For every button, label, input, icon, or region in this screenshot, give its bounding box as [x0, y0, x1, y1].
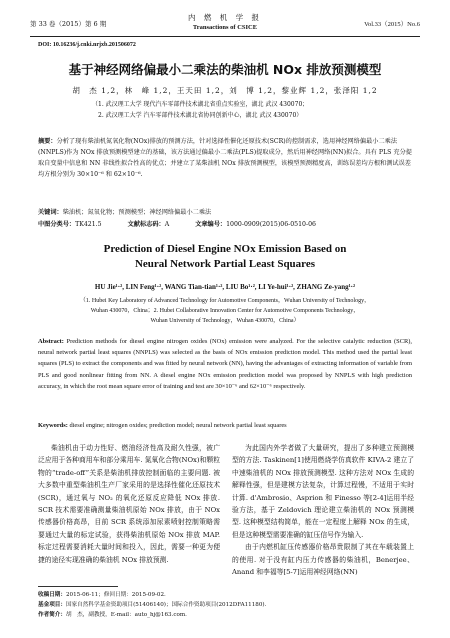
- volume-issue-cn: 第 33 卷（2015）第 6 期: [30, 20, 107, 28]
- abstract-cn-label: 摘要：: [38, 138, 57, 145]
- journal-name-cn: 内 燃 机 学 报: [187, 13, 263, 22]
- footnotes: [38, 590, 412, 620]
- keywords-en: [38, 422, 412, 429]
- journal-name-en: Transactions of CSICE: [192, 24, 258, 31]
- classification-row: [38, 219, 412, 228]
- article-id: 文章编号：1000-0909(2015)06-0510-06: [195, 221, 316, 228]
- affiliation-line: （1. 武汉理工大学 现代汽车零部件技术湖北省重点实验室，湖北 武汉 430070；: [92, 101, 309, 108]
- title-en-line: Prediction of Diesel Engine NOx Emission Based on: [103, 243, 347, 255]
- body-column-left: [38, 442, 220, 566]
- affiliations-cn: [92, 99, 308, 121]
- affiliations-en: [40, 296, 410, 326]
- footnote-author: 作者简介：胡 杰，副教授，E-mail：auto_hj@163.com.: [38, 612, 187, 618]
- footnote-divider: [38, 586, 118, 587]
- authors-en: HU Jie¹·², LIN Feng¹·², WANG Tian-tian¹·², LIU Bo¹·², LI Ye-hui¹·², ZHANG Ze-yang¹·²: [94, 283, 356, 291]
- keywords-cn: [38, 207, 412, 216]
- keywords-en-label: Keywords:: [38, 422, 68, 429]
- title-en: [0, 242, 450, 272]
- body-column-right: [232, 442, 414, 578]
- keywords-cn-label: 关键词：: [38, 209, 63, 216]
- footnote-received: 收稿日期：2015-06-11；修回日期：2015-09-02.: [38, 592, 166, 598]
- keywords-cn-text: 柴油机；氮氧化物；预测模型；神经网络偏最小二乘法: [62, 209, 212, 216]
- affiliation-line: 2. 武汉理工大学 汽车零部件技术湖北省协同创新中心，湖北 武汉 430070）: [98, 112, 303, 119]
- affiliation-en-line: Wuhan 430070，China；2. Hubei Collaborative Innovation Center for Automotive Components Technology，: [90, 308, 360, 314]
- affiliation-en-line: Wuhan University of Technology，Wuhan 430070，China）: [150, 318, 300, 324]
- body-paragraph: 柴油机由于动力性好、燃油经济性高及耐久性强，被广泛应用于各种商用车和部分乘用车. 氮氧化合物(NOx)和颗粒物的“trade-off”关系是柴油机排放控制面临的主要问题. 被大多数中重型柴油机生产厂家采用的是选择性催化还原技术(SCR)，通过氧与 NO₂ 的氧化还原反应降低 NOx 排放. SCR 技术需要准确测量柴油机原始 NOx 排放，由于 NOx 传感器价格高昂，目前 SCR 系统添加尿素喷射控制策略需要通过大量的标定试验，获得柴油机原始 NOx 排放 MAP. 标定过程需要消耗大量时间和投入，因此，需要一种更为便捷的途径实现准确的柴油机 NOx 排放预测.: [38, 444, 220, 564]
- title-en-line: Neural Network Partial Least Squares: [134, 258, 316, 270]
- abstract-en-label: Abstract:: [38, 338, 64, 345]
- authors-cn: 胡 杰 1,2，林 峰 1,2，王天田 1,2，刘 博 1,2，黎业辉 1,2，张泽阳 1,2: [72, 86, 378, 95]
- journal-name: [30, 12, 420, 31]
- abstract-en: [38, 336, 412, 392]
- document-code: 文献标志码：A: [127, 221, 170, 228]
- running-header: [30, 10, 420, 37]
- footnote-funding: 基金项目：国家自然科学基金资助项目(51406140)；国际合作资助项目(2012DFA11180).: [38, 602, 267, 608]
- abstract-cn-text: 分析了现有柴油机氮氧化物(NOx)排放的预测方法，针对选择性催化还原技术(SCR)的控制需求，选用神经网络偏最小二乘法(NNPLS)作为 NOx 排放预测模型建立的基础，该方法通过偏最小二乘法(PLS)提取成分，然后用神经网络(NN)拟合。具有 PLS 充分提取自变量中信息和 NN 非线性拟合性高的优点；并建立了某柴油机 NOx 排放预测模型，该模型预测精度高，训练误差均方根和测试误差均方根分别为 30×10⁻⁶ 和 62×10⁻⁶.: [38, 138, 412, 178]
- title-cn: 基于神经网络偏最小二乘法的柴油机 NOx 排放预测模型: [68, 62, 382, 77]
- body-paragraph: 为此国内外学者做了大量研究，提出了多种建立预测模型的方法. Taskinen[1]使用燃烧学仿真软件 KIVA-2 建立了中速柴油机的 NOx 排放预测模型. 这种方法对 NOx 生成的解释性强，但是建模方法复杂，计算过程慢，不适用于实时计算. d'Ambrosio、Asprion 和 Finesso 等[2-4]运用半经验方法，基于 Zeldovich 理论建立柴油机的 NOx 预测模型. 这种模型结构简单，能在一定程度上解释 NOx 的生成，但是这种模型需要准确的缸压信号作为输入.: [232, 444, 414, 539]
- abstract-en-text: Prediction methods for diesel engine nitrogen oxides (NOx) emission were analyzed. For the selective catalytic reduction (SCR), neural network partial least squares (NNPLS) was selected as the basis of NOx emission prediction model. This method used the partial least squares (PLS) to extract the components and was fitted by neural network (NN), having the advantages of extracting information of variable from PLS and good nonlinear fitting from NN. A diesel engine NOx emission prediction model was proposed by NNPLS with high prediction accuracy, in which the root mean square error of training and test are 30×10⁻⁶ and 62×10⁻⁶ respectively.: [38, 338, 412, 390]
- keywords-en-text: diesel engine; nitrogen oxides; prediction model; neural network partial least squares: [69, 422, 287, 429]
- abstract-cn: [38, 136, 412, 180]
- clc-number: 中图分类号：TK421.5: [38, 221, 102, 228]
- doi: DOI: 10.16236/j.cnki.nrjxb.201506072: [38, 42, 136, 48]
- body-paragraph: 由于内燃机缸压传感器价格昂贵限制了其在车载装置上的使用. 对于没有缸内压力传感器的柴油机，Benerjee、Anand 和李福等[5-7]运用神经网络(NN): [232, 543, 414, 577]
- volume-issue-en: Vol.33（2015）No.6: [364, 21, 420, 28]
- affiliation-en-line: （1. Hubei Key Laboratory of Advanced Technology for Automotive Components，Wuhan University of Technology，: [79, 298, 371, 304]
